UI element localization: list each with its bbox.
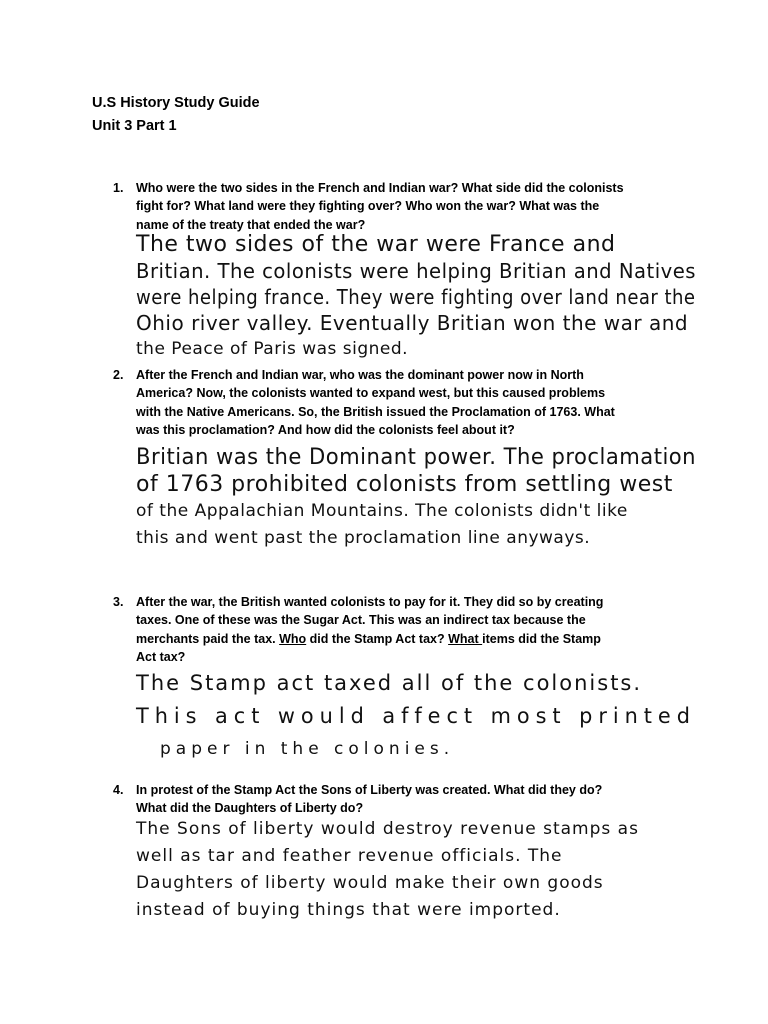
question-line-part: After the war, the British wanted colonists to pay for it. They did so by creating (136, 595, 604, 609)
answer-line: the Peace of Paris was signed. (136, 339, 409, 359)
answer-line: The two sides of the war were France and (136, 232, 616, 257)
question-line (136, 611, 666, 629)
question-line: America? Now, the colonists wanted to expand west, but this caused problems (136, 386, 606, 401)
answer-line: paper in the colonies. (160, 739, 455, 759)
answer-line: this and went past the proclamation line anyways. (136, 528, 591, 548)
question-3-text (136, 593, 666, 666)
answer-line: Daughters of liberty would make their own goods (136, 873, 604, 893)
question-line: with the Native Americans. So, the British issued the Proclamation of 1763. What (136, 404, 615, 419)
question-line: was this proclamation? And how did the colonists feel about it? (136, 422, 515, 437)
answer-line: well as tar and feather revenue officials. The (136, 846, 563, 866)
question-line (136, 593, 666, 611)
answer-line: Britian. The colonists were helping Britian and Natives (136, 259, 697, 283)
question-line: After the French and Indian war, who was the dominant power now in North (136, 368, 584, 382)
question-1-text (136, 179, 666, 234)
question-2-text (136, 366, 666, 439)
answer-line: of the Appalachian Mountains. The colonists didn't like (136, 501, 628, 521)
answer-line: The Sons of liberty would destroy revenue stamps as (136, 819, 639, 839)
question-4-number: 4. (113, 783, 124, 797)
question-line: name of the treaty that ended the war? (136, 217, 366, 232)
answer-2-handwritten (136, 444, 696, 552)
question-line-part: merchants paid the tax. (136, 631, 280, 646)
answer-line: Britian was the Dominant power. The proclamation (136, 445, 697, 470)
question-line-part: Act tax? (136, 649, 186, 664)
question-line (136, 630, 666, 648)
answer-line: The Stamp act taxed all of the colonists. (136, 671, 643, 695)
question-line (136, 648, 666, 666)
answer-line: of 1763 prohibited colonists from settling west (136, 472, 673, 497)
question-line: In protest of the Stamp Act the Sons of Liberty was created. What did they do? (136, 783, 603, 797)
underlined-what: What (448, 631, 483, 646)
question-line-part: taxes. One of these was the Sugar Act. This was an indirect tax because the (136, 613, 586, 628)
question-line-part: did the Stamp Act tax? (306, 631, 449, 646)
answer-3-handwritten (136, 667, 696, 766)
question-3-number: 3. (113, 595, 124, 609)
question-4-text (136, 781, 666, 818)
question-1-number: 1. (113, 181, 124, 195)
answer-1-handwritten (136, 232, 696, 362)
question-2-number: 2. (113, 368, 124, 382)
answer-line: This act would affect most printed (136, 704, 696, 728)
document-subtitle: Unit 3 Part 1 (92, 118, 177, 134)
answer-line: Ohio river valley. Eventually Britian won the war and (136, 311, 689, 335)
document-title: U.S History Study Guide (92, 95, 260, 111)
answer-line: were helping france. They were fighting over land near the (136, 285, 696, 309)
answer-4-handwritten (136, 816, 696, 924)
question-line-part: items did the Stamp (482, 631, 601, 646)
answer-line: instead of buying things that were imported. (136, 900, 561, 920)
underlined-who: Who (279, 631, 307, 646)
question-line: Who were the two sides in the French and Indian war? What side did the colonists (136, 181, 624, 195)
question-line: What did the Daughters of Liberty do? (136, 801, 364, 816)
question-line: fight for? What land were they fighting over? Who won the war? What was the (136, 199, 600, 214)
